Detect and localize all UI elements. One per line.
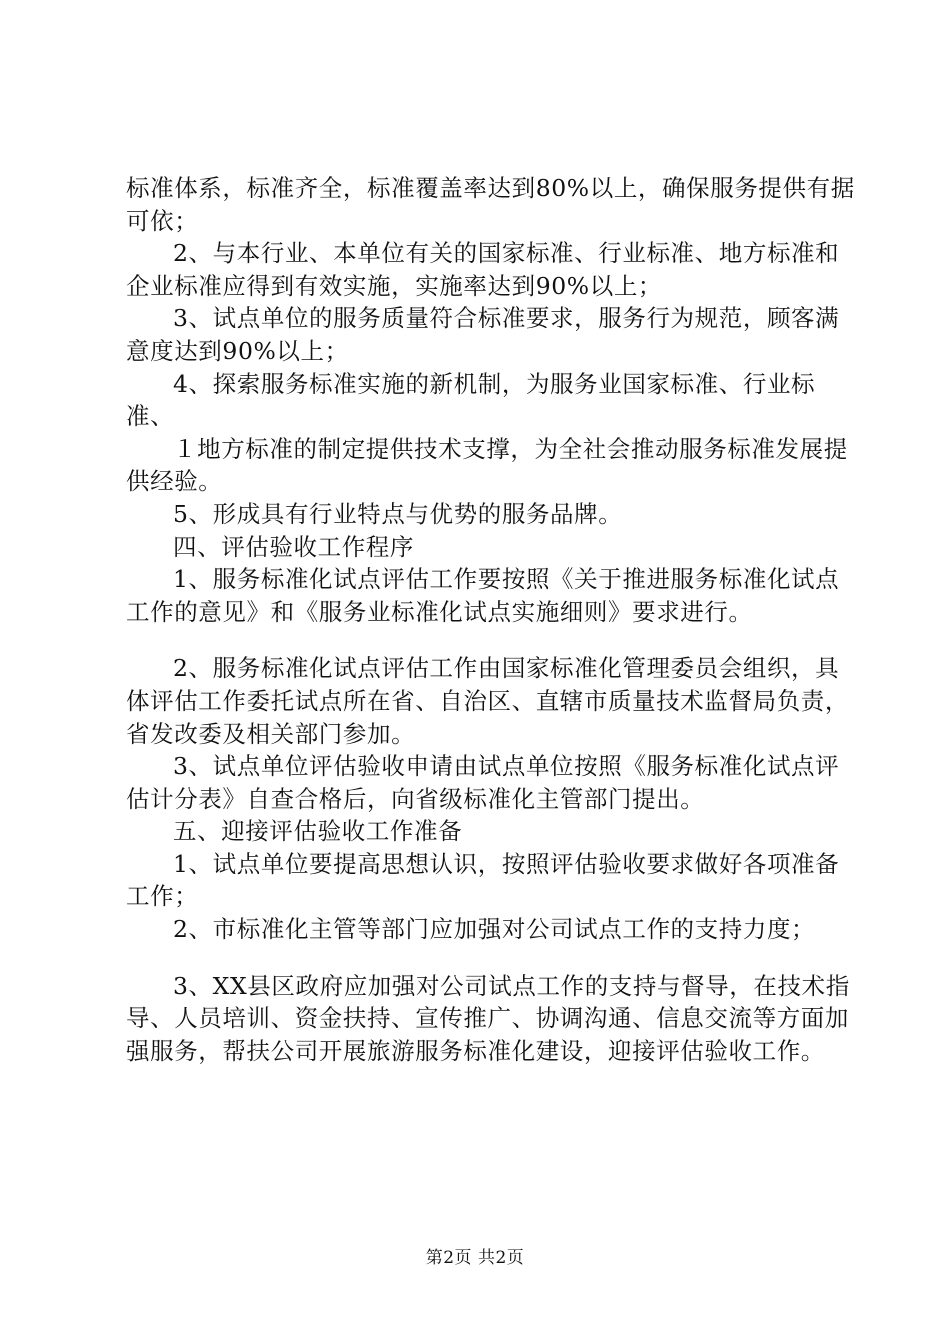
page-footer: 第2页 共2页 — [425, 1248, 525, 1268]
section-heading-preparation: 五、迎接评估验收工作准备 — [173, 817, 463, 846]
paragraph-item-2-standards: 2、与本行业、本单位有关的国家标准、行业标准、地方标准和企业标准应得到有效实施，实施率达到90%以上； — [126, 239, 840, 300]
paragraph-preparation-3: 3、XX县区政府应加强对公司试点工作的支持与督导，在技术指导、人员培训、资金扶持、宣传推广、协调沟通、信息交流等方面加强服务，帮扶公司开展旅游服务标准化建设，迎接评估验收工作。 — [126, 971, 850, 1065]
section-heading-evaluation-procedure: 四、评估验收工作程序 — [173, 532, 414, 561]
paragraph-procedure-1: 1、服务标准化试点评估工作要按照《关于推进服务标准化试点工作的意见》和《服务业标准化试点实施细则》要求进行。 — [126, 565, 840, 626]
paragraph-local-standards: １地方标准的制定提供技术支撑，为全社会推动服务标准发展提供经验。 — [126, 434, 848, 496]
document-body — [126, 172, 856, 1067]
paragraph-preparation-2: 2、市标准化主管等部门应加强对公司试点工作的支持力度； — [173, 915, 816, 944]
paragraph-procedure-3: 3、试点单位评估验收申请由试点单位按照《服务标准化试点评估计分表》自查合格后，向省级标准化主管部门提出。 — [126, 752, 840, 813]
paragraph-item-4-mechanism: 4、探索服务标准实施的新机制，为服务业国家标准、行业标准、 — [126, 369, 816, 431]
paragraph-item-3-quality: 3、试点单位的服务质量符合标准要求，服务行为规范，顾客满意度达到90%以上； — [126, 304, 840, 365]
paragraph-procedure-2: 2、服务标准化试点评估工作由国家标准化管理委员会组织，具体评估工作委托试点所在省、自治区、直辖市质量技术监督局负责，省发改委及相关部门参加。 — [126, 654, 849, 748]
paragraph-preparation-1: 1、试点单位要提高思想认识，按照评估验收要求做好各项准备工作； — [126, 849, 840, 911]
paragraph-item-5-brand: 5、形成具有行业特点与优势的服务品牌。 — [173, 499, 623, 528]
paragraph-standard-system: 标准体系，标准齐全，标准覆盖率达到80%以上，确保服务提供有据可依； — [126, 174, 855, 235]
